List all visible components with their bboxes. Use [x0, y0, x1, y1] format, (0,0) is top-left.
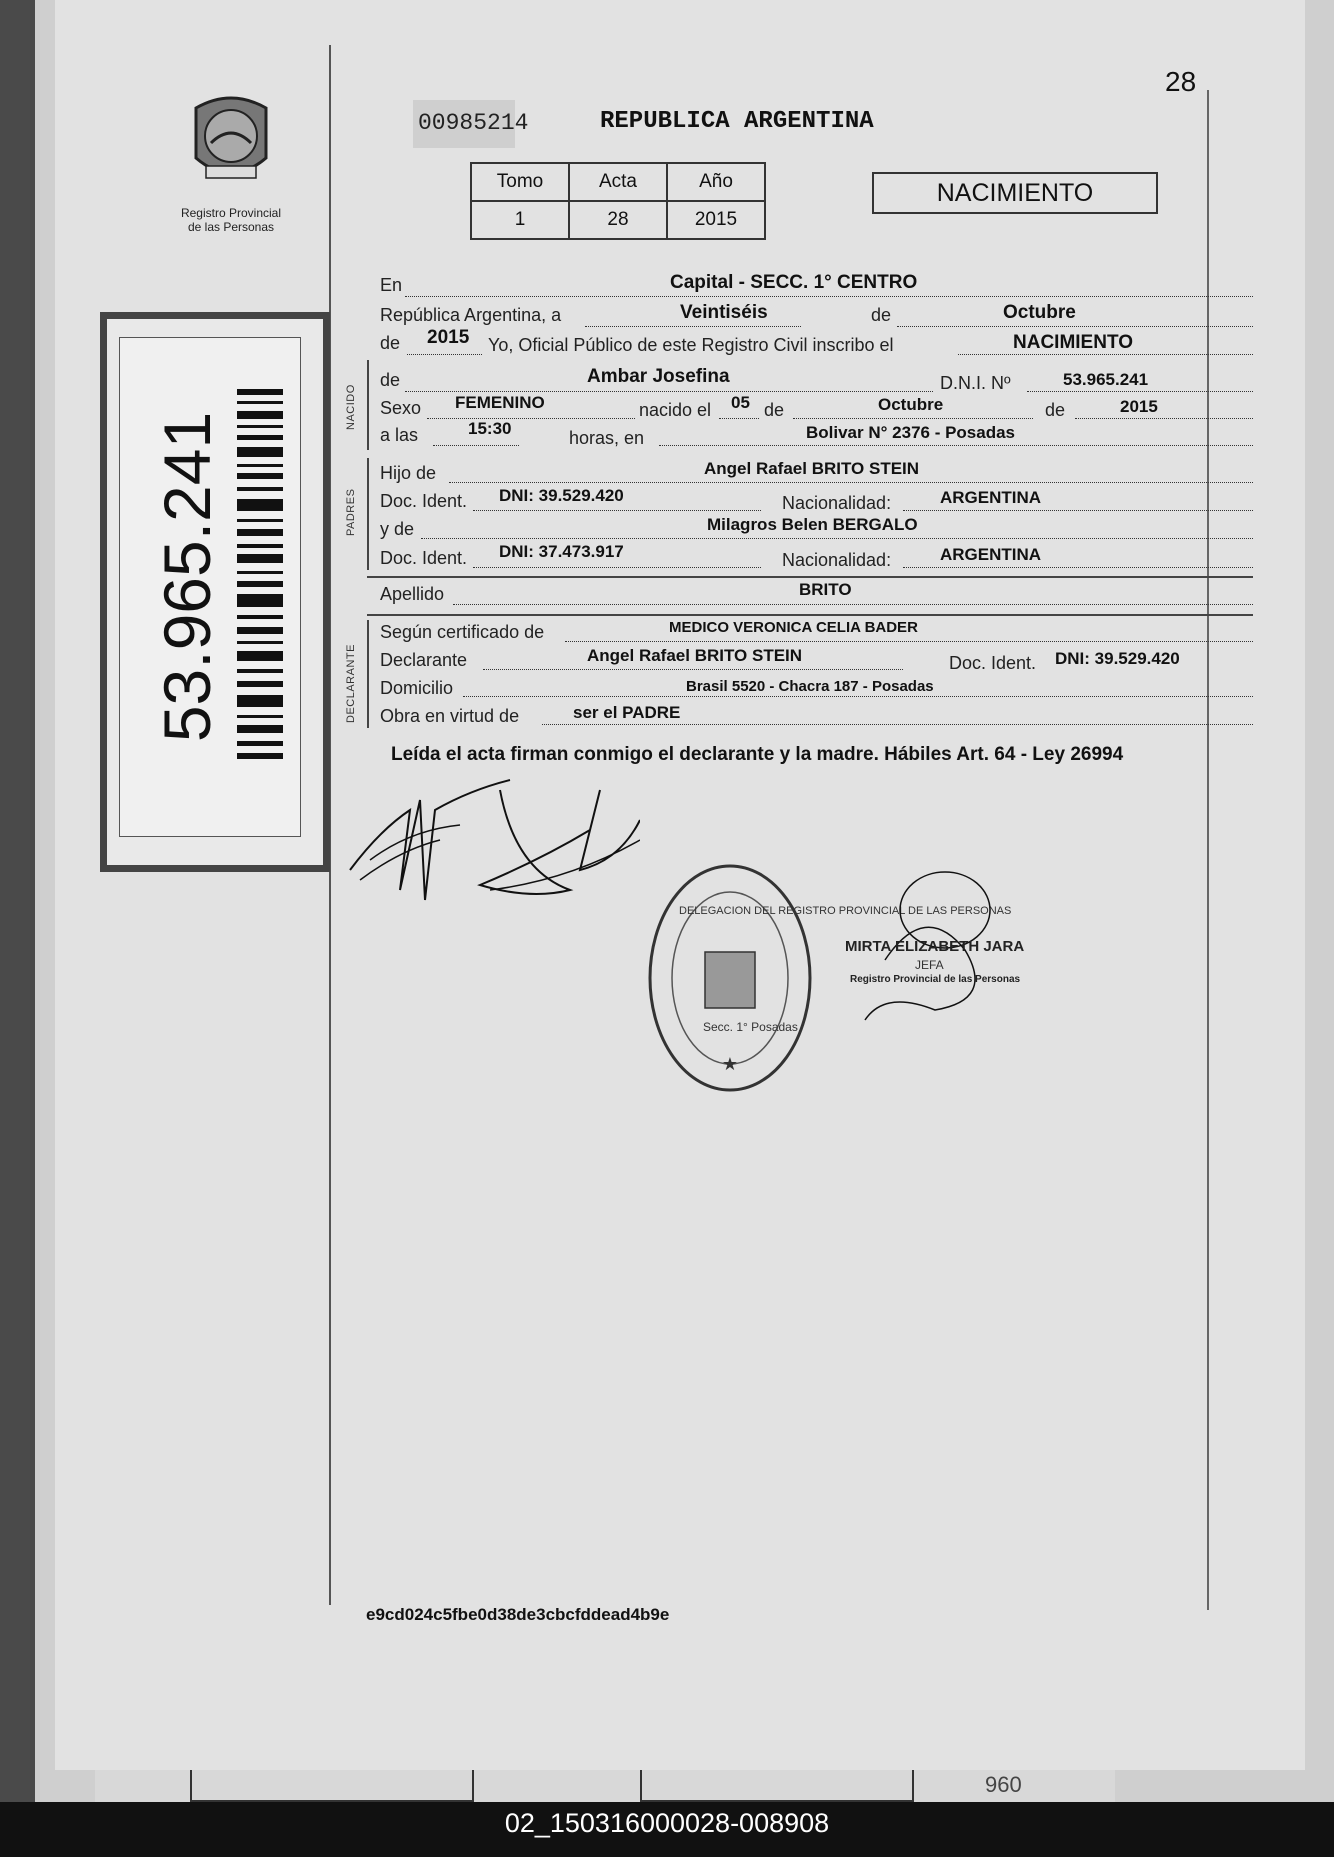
label-y-de: y de [380, 519, 415, 539]
record-table [470, 162, 766, 240]
value-apellido: BRITO [799, 580, 852, 599]
registry-name-line1: Registro Provincial [180, 206, 282, 220]
serial-number: 00985214 [418, 110, 529, 136]
label-apellido: Apellido [380, 584, 445, 604]
label-de-anio: de [380, 333, 401, 353]
barcode-bars [237, 389, 283, 759]
record-table-header [471, 163, 765, 201]
closing-text: Leída el acta firman conmigo el declarante y la madre. Hábiles Art. 64 - Ley 26994 [391, 744, 1124, 765]
official-stamp [645, 860, 815, 1096]
value-hora: 15:30 [468, 419, 512, 438]
label-nacionalidad-padre: Nacionalidad: [782, 493, 892, 513]
page-number: 28 [1165, 66, 1197, 97]
value-acta: 28 [569, 201, 667, 239]
registry-seal [186, 88, 276, 188]
value-declarante: Angel Rafael BRITO STEIN [587, 646, 803, 665]
label-de-anio-nac: de [1045, 400, 1066, 420]
value-mes-nac: Octubre [878, 395, 944, 414]
barcode-sticker [100, 312, 330, 872]
barcode-number: 53.965.241 [150, 411, 224, 743]
label-en: En [380, 275, 403, 295]
label-doc-ident-madre: Doc. Ident. [380, 548, 468, 568]
value-dni: 53.965.241 [1063, 370, 1149, 389]
label-domicilio: Domicilio [380, 678, 454, 698]
value-anio-nac: 2015 [1120, 397, 1158, 416]
label-hijo-de: Hijo de [380, 463, 437, 483]
label-de-mes: de [871, 305, 892, 325]
value-declarante-doc: DNI: 39.529.420 [1055, 649, 1180, 668]
value-padre: Angel Rafael BRITO STEIN [704, 459, 920, 478]
value-lugar: Capital - SECC. 1° CENTRO [670, 272, 918, 293]
value-domicilio: Brasil 5520 - Chacra 187 - Posadas [686, 678, 934, 695]
country-title: REPUBLICA ARGENTINA [600, 108, 874, 135]
label-dni: D.N.I. Nº [940, 373, 1011, 393]
section-label-declarante: DECLARANTE [345, 644, 357, 723]
section-label-padres: PADRES [345, 488, 357, 536]
label-segun: Según certificado de [380, 622, 545, 642]
value-padre-nac: ARGENTINA [940, 488, 1042, 507]
label-declarante: Declarante [380, 650, 468, 670]
value-nombre: Ambar Josefina [587, 366, 730, 387]
document-hash: e9cd024c5fbe0d38de3cbcfddead4b9e [366, 1605, 670, 1624]
stamp-inner-text: Secc. 1° Posadas [703, 1020, 798, 1034]
value-anio-inscripcion: 2015 [427, 327, 470, 348]
official-name: MIRTA ELIZABETH JARA [845, 938, 1025, 955]
value-dia-nac: 05 [731, 393, 750, 412]
value-dia-letras: Veintiséis [680, 302, 768, 323]
right-rule [1207, 90, 1209, 1610]
document-type: NACIMIENTO [872, 172, 1158, 214]
value-sexo: FEMENINO [455, 393, 545, 412]
official-title: JEFA [915, 958, 944, 972]
birth-certificate-page [55, 0, 1305, 1770]
value-certificado: MEDICO VERONICA CELIA BADER [669, 619, 918, 636]
file-id: 02_150316000028-008908 [504, 1808, 830, 1838]
value-lugar-nac: Bolivar N° 2376 - Posadas [806, 423, 1016, 442]
label-doc-ident-padre: Doc. Ident. [380, 491, 468, 511]
label-de-mes-nac: de [764, 400, 785, 420]
label-doc-ident-declarante: Doc. Ident. [949, 653, 1037, 673]
label-nacionalidad-madre: Nacionalidad: [782, 550, 892, 570]
value-madre-doc: DNI: 37.473.917 [499, 542, 624, 561]
value-madre-nac: ARGENTINA [940, 545, 1042, 564]
signature-marks [340, 770, 640, 920]
label-nacido-el: nacido el [639, 400, 712, 420]
serial-box [413, 100, 529, 148]
bottom-strip-number: 960 [985, 1772, 1022, 1797]
svg-text:★: ★ [721, 1054, 739, 1075]
label-oficial: Yo, Oficial Público de este Registro Civil inscribo el [488, 335, 894, 355]
section-label-nacido: NACIDO [345, 384, 357, 430]
stamp-ring-text: DELEGACION DEL REGISTRO PROVINCIAL DE LAS PERSONAS [679, 905, 1012, 917]
label-obra: Obra en virtud de [380, 706, 520, 726]
header-acta: Acta [569, 163, 667, 201]
header-anio: Año [667, 163, 765, 201]
record-table-values [471, 201, 765, 239]
header-tomo: Tomo [471, 163, 569, 201]
label-republica: República Argentina, a [380, 305, 562, 325]
registry-name-line2: de las Personas [187, 220, 275, 234]
value-mes-inscripcion: Octubre [1003, 302, 1076, 323]
value-tomo: 1 [471, 201, 569, 239]
label-a-las: a las [380, 425, 419, 445]
label-de-nombre: de [380, 370, 401, 390]
official-office: Registro Provincial de las Personas [850, 974, 1021, 985]
value-tipo: NACIMIENTO [1013, 332, 1133, 353]
value-anio: 2015 [667, 201, 765, 239]
value-padre-doc: DNI: 39.529.420 [499, 486, 624, 505]
value-obra: ser el PADRE [573, 703, 681, 722]
label-sexo: Sexo [380, 398, 422, 418]
label-horas-en: horas, en [569, 428, 645, 448]
value-madre: Milagros Belen BERGALO [707, 515, 918, 534]
